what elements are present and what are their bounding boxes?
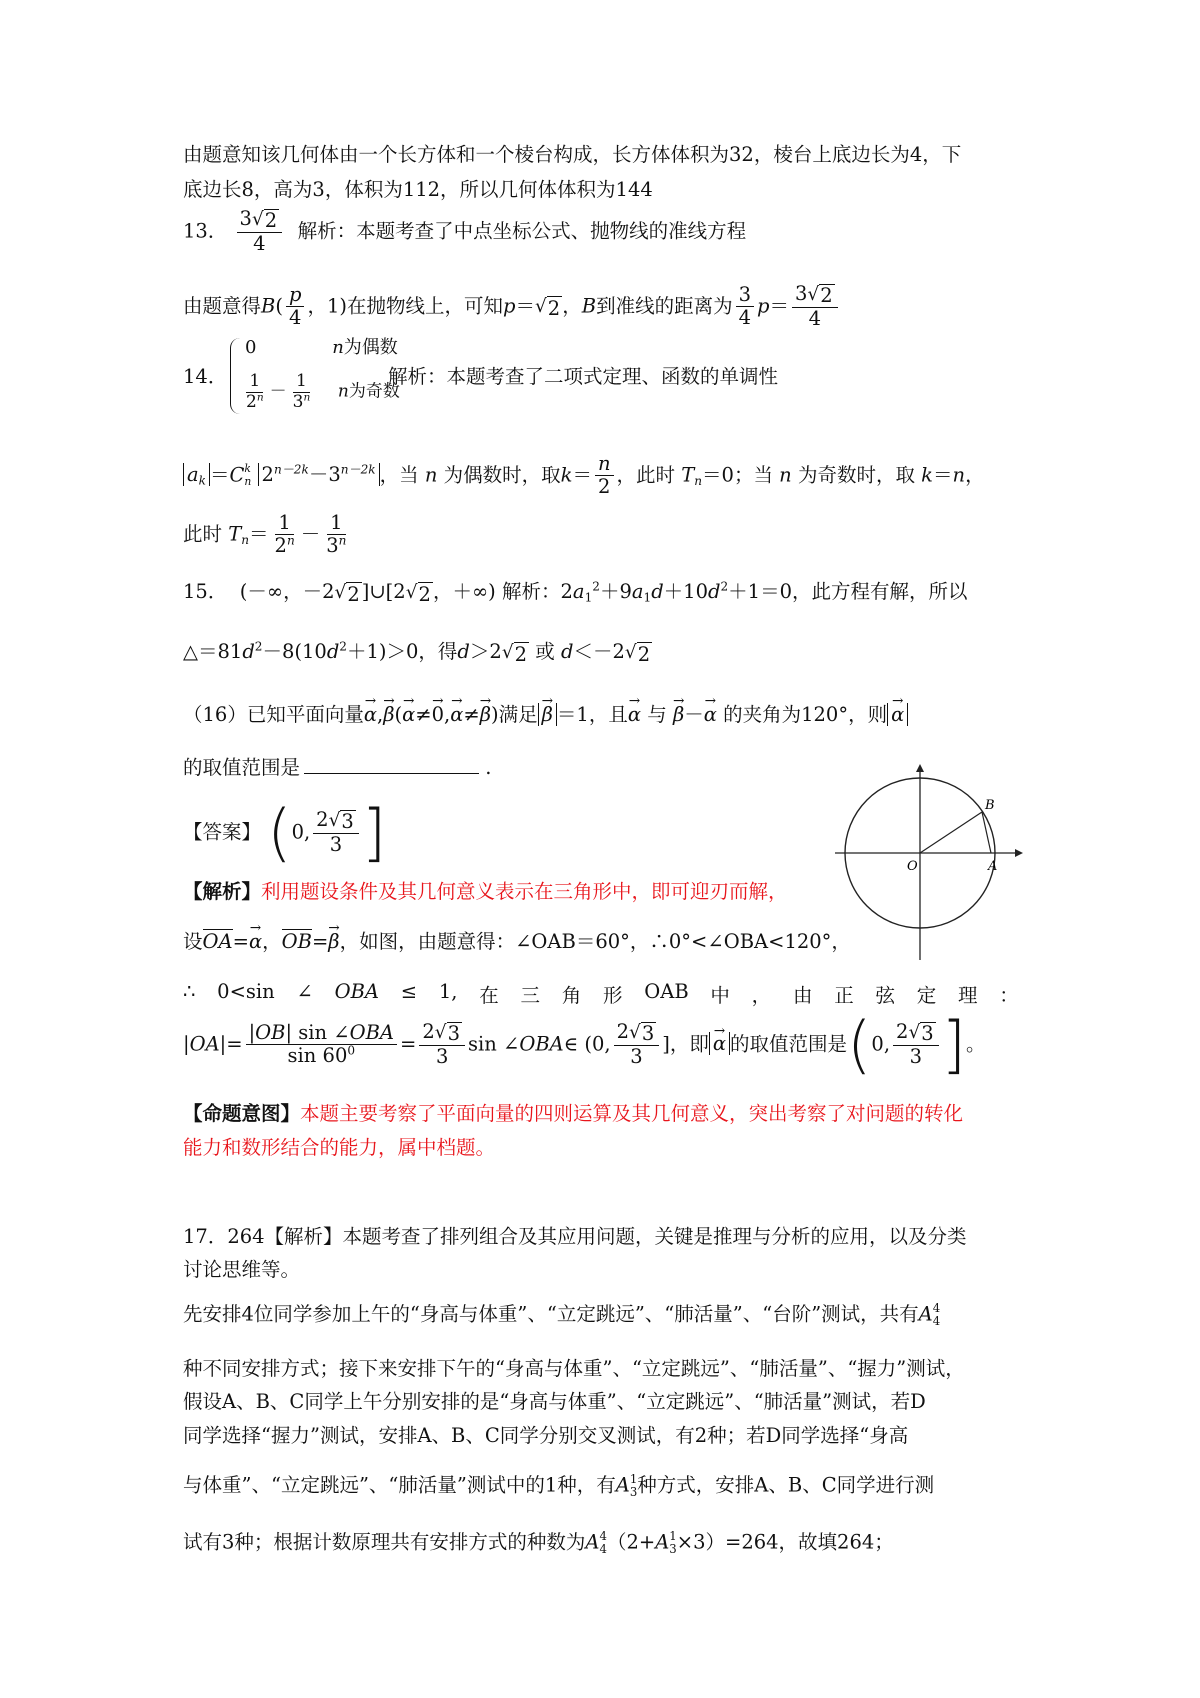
t: )满足 [491, 703, 538, 726]
t: 与 [647, 703, 667, 726]
t: OB [281, 930, 312, 953]
t: OBA [349, 1021, 394, 1045]
t: (－∞，－2 [239, 580, 335, 603]
t: d [457, 640, 470, 663]
t: 弦 [875, 984, 895, 1007]
t: = [400, 1032, 417, 1056]
t: 3 [629, 1484, 638, 1499]
q14-case2 [240, 372, 400, 412]
label-O: O [907, 859, 918, 874]
t: ，当 [379, 463, 419, 487]
q13-detail: 由题意得B( $\frac{p}{4}$ ，1)在抛物线上，可知p＝ √ 2 ，B到准线的距离为 $\frac{3}{4}$ p＝ 3 √ 2 4 [183, 283, 841, 331]
t: ＝0；当 [702, 463, 773, 487]
t: → β [383, 703, 394, 726]
t: k [198, 474, 206, 489]
t: 2 [720, 579, 729, 594]
q17-line6: 同学选择“握力”测试，安排A、B、C同学分别交叉测试，有2种；若D同学选择“身高 [183, 1424, 909, 1447]
t: n [303, 391, 311, 404]
t: ＝ [932, 463, 953, 487]
t: 2 [261, 463, 274, 487]
t: B [581, 294, 597, 318]
fraction [286, 284, 304, 330]
t: A [655, 1530, 670, 1554]
frac-num: 1 [275, 512, 293, 535]
t: A [615, 1473, 630, 1497]
text-line: 由题意知该几何体由一个长方体和一个棱台构成，长方体体积为32，棱台上底边长为4，下 [183, 143, 962, 166]
t: = [232, 930, 249, 953]
q17-line3 [183, 1302, 940, 1328]
t: 为奇数时，取 [797, 463, 915, 487]
t: ＋1＝0，此方程有解，所以 [728, 580, 968, 603]
t: → β [480, 703, 491, 726]
t: ，1)在抛物线上，可知 [307, 294, 503, 318]
frac-num: 3 [239, 207, 252, 230]
t: OA [202, 930, 233, 953]
t: 角 [561, 984, 582, 1007]
t: 2 [274, 534, 287, 558]
q13-number: 13． [183, 219, 228, 243]
radicand: 2 [347, 583, 360, 606]
t: 理 [958, 984, 978, 1007]
t: 3 [795, 282, 808, 305]
q15-line: 15． (－∞，－2 √ 2 ]∪[2 √ 2 ，＋∞) 解析：$2a_1^2+9a_1d+10d^2+1=0$，此方程有解，所以 [183, 579, 968, 606]
frac-den: 4 [808, 307, 822, 331]
t: 先安排4位同学参加上午的“身高与体重”、“立定跳远”、“肺活量”、“台阶”测试，共有 [183, 1302, 919, 1326]
answer-label: 【答案】 [183, 820, 262, 844]
radicand: 2 [418, 583, 431, 606]
t: n [779, 463, 792, 487]
x-axis-arrow [1015, 849, 1023, 857]
frac-den: 3 [630, 1045, 643, 1069]
t: T [681, 463, 695, 487]
t: 2 [316, 808, 329, 832]
intent-label: 【命题意图】 [183, 1102, 301, 1125]
fraction [243, 372, 267, 412]
t: △＝81 [183, 640, 243, 663]
t: | [183, 1032, 190, 1056]
q13-analysis: 解析：本题考查了中点坐标公式、抛物线的准线方程 [297, 219, 747, 243]
frac-den: 4 [289, 306, 302, 330]
t: k [921, 463, 933, 487]
q17-line4: 种不同安排方式；接下来安排下午的“身高与体重”、“立定跳远”、“肺活量”、“握力”测试， [183, 1357, 965, 1380]
t: ＝ [769, 294, 789, 318]
t: 种方式，安排A、B、C同学进行测 [637, 1473, 935, 1497]
t: d [326, 640, 340, 663]
t: 解析：2 [502, 580, 573, 603]
t: n [338, 533, 347, 548]
q16-blank-line [183, 755, 491, 779]
t: → α [249, 930, 262, 953]
radicand: 3 [641, 1022, 655, 1046]
radicand: 2 [514, 643, 528, 666]
t: ， [751, 984, 772, 1007]
fraction [323, 512, 349, 558]
t: n [952, 463, 966, 487]
t: n [286, 533, 295, 548]
t: 试有3种；根据计数原理共有安排方式的种数为 [183, 1530, 586, 1554]
t: n－2k [340, 462, 376, 477]
q13-answer-fraction: 3 √ 2 4 [237, 208, 283, 256]
frac-num: 3 [736, 284, 754, 307]
t: 1 [629, 1472, 638, 1486]
t: 1 [584, 590, 593, 605]
t: ， [262, 930, 282, 953]
t: . [485, 756, 492, 779]
t: OBA [519, 1032, 564, 1056]
t: d [651, 580, 664, 603]
t: ∈ (0, [563, 1032, 611, 1056]
frac-num: 1 [246, 372, 263, 393]
t: ≠ [415, 703, 432, 726]
t: 0 [245, 337, 257, 358]
t: 为奇数 [348, 381, 400, 402]
t: sin ∠ [468, 1032, 520, 1056]
t: ，＋∞) [432, 580, 496, 603]
t: n [244, 474, 252, 488]
t: ≠ [463, 703, 480, 726]
t: n [694, 474, 703, 489]
t: 0, [291, 820, 311, 844]
t: 的取值范围是 [183, 756, 301, 779]
t: 的夹角为120°，则 [723, 703, 888, 726]
t: → α [450, 703, 463, 726]
t: 2 [616, 1020, 630, 1044]
t: 在 [479, 984, 499, 1007]
t: OAB [644, 980, 689, 1003]
t: － [684, 703, 704, 726]
q17-line1: 17．264【解析】本题考查了排列组合及其应用问题，关键是推理与分析的应用，以及分类 [183, 1225, 967, 1248]
t: 2 [592, 579, 600, 594]
q17-line8 [183, 1530, 894, 1556]
t: 2 [422, 1020, 435, 1044]
t: = [311, 930, 329, 953]
fraction [290, 372, 314, 412]
t: 0, [871, 1032, 891, 1056]
t: 正 [834, 984, 854, 1007]
text-line: 底边长8，高为3，体积为112，所以几何体体积为144 [183, 178, 653, 201]
radicand: 2 [637, 643, 651, 666]
t: 4 [932, 1301, 941, 1315]
t: a [187, 463, 199, 487]
q16-question [183, 703, 908, 726]
frac-den: 3 [435, 1045, 449, 1069]
t: k [560, 463, 573, 487]
t: k [244, 462, 251, 476]
t: → α [704, 703, 717, 726]
t: 由题意得 [183, 294, 262, 318]
t: 的取值范围是 [730, 1032, 848, 1056]
t: 0<sin [217, 980, 275, 1003]
fraction [595, 453, 614, 499]
fraction: 2 √ 3 3 [313, 809, 359, 857]
q16-analysis [183, 880, 788, 903]
t: ＝ [249, 522, 269, 546]
t: → 0 [432, 703, 444, 726]
radicand: 3 [447, 1022, 460, 1046]
t: 2 [254, 639, 263, 654]
t: 。 [966, 1032, 986, 1056]
q17-line2: 讨论思维等。 [183, 1258, 301, 1281]
t: ×3）=264，故填264； [676, 1530, 894, 1554]
t: 2 [246, 391, 257, 412]
fraction: 3 √ 2 4 [792, 283, 838, 331]
t: n [424, 463, 438, 487]
q13-line [183, 208, 746, 256]
t: , [377, 703, 384, 726]
t: p [502, 294, 516, 318]
t: d [560, 640, 574, 663]
t: d [242, 640, 255, 663]
t: ＞2 [469, 640, 502, 663]
t: n [241, 533, 250, 548]
t: OB [255, 1021, 286, 1045]
t: ＝ [515, 294, 535, 318]
t: （2+ [606, 1530, 656, 1554]
t: → α [364, 703, 377, 726]
t: 15． [183, 580, 228, 603]
q16-intent-cont: 能力和数形结合的能力，属中档题。 [183, 1136, 496, 1159]
t: → β [542, 703, 553, 726]
t: 中 [710, 984, 730, 1007]
t: ＋9 [599, 580, 632, 603]
q16-formula: |OA|= $\frac{\text{|OB| sin ∠OBA}}{\sin 60^0}$ = 2 √ 3 3 sin ∠OBA∈ (0, 2 √ 3 3 ]，即→ α 的取值范围是(0, 2 √ 3 3 ]。 [183, 1020, 986, 1070]
t: － [300, 522, 321, 546]
t: a [572, 580, 585, 603]
q17-line5: 假设A、B、C同学上午分别安排的是“身高与体重”、“立定跳远”、“肺活量”测试，若D [183, 1390, 926, 1413]
t: 4 [599, 1529, 607, 1543]
t: d [708, 580, 721, 603]
t: A [585, 1530, 600, 1554]
t: 3 [669, 1541, 677, 1556]
frac-den: 3 [329, 833, 343, 857]
t: n [332, 337, 344, 358]
t: p [757, 294, 770, 318]
t: 1 [643, 590, 652, 605]
t: sin 60 [287, 1044, 348, 1068]
t: T [228, 522, 242, 546]
q14-number: 14． [183, 365, 228, 388]
t: , [444, 703, 451, 726]
t: n [337, 381, 349, 402]
t: （16）已知平面向量 [183, 703, 364, 726]
t: |= [219, 1032, 243, 1056]
t: ( [394, 703, 403, 726]
intent-text: 本题主要考察了平面向量的四则运算及其几何意义，突出考察了对问题的转化 [300, 1102, 964, 1125]
t: n－2k [273, 462, 309, 477]
t: 到准线的距离为 [596, 294, 733, 318]
t: － [308, 463, 329, 487]
t: 3 [328, 463, 341, 487]
frac-num: n [595, 453, 614, 476]
t: 为偶数时，取 [443, 463, 561, 487]
q15-line2: $\triangle=81d^2-8(10d^2+1)>0$，得d＞2 √ 2 或 d＜－2 √ 2 [183, 639, 651, 666]
t: ，此时 [616, 463, 676, 487]
t: 1, [438, 980, 458, 1003]
t: 形 [602, 984, 623, 1007]
t: 三 [520, 984, 540, 1007]
t: 3 [292, 391, 304, 412]
frac-den: 4 [253, 232, 266, 256]
t: OA [189, 1032, 220, 1056]
t: ≤ [400, 980, 418, 1003]
t: 或 [535, 640, 555, 663]
t: → α [713, 1032, 726, 1055]
q16-justified-line [183, 980, 1019, 1008]
t: ＝1，且 [556, 703, 628, 726]
t: → α [402, 703, 415, 726]
fraction: 2 √ 3 3 [893, 1021, 939, 1069]
frac-num: 1 [293, 372, 310, 393]
frac-den: 3 [909, 1045, 923, 1069]
t: 4 [932, 1313, 941, 1328]
t: ∴ [183, 980, 196, 1003]
t: ]∪[2 [361, 580, 406, 603]
t: ＝ [572, 463, 592, 487]
t: 与体重”、“立定跳远”、“肺活量”测试中的1种，有 [183, 1473, 616, 1497]
t: －8(10 [262, 640, 327, 663]
fraction: 2 √ 3 3 [419, 1021, 465, 1069]
fraction [246, 1022, 397, 1068]
t: ： [999, 984, 1019, 1007]
radicand: 2 [547, 297, 561, 321]
t: ( [275, 294, 283, 318]
frac-num: 1 [327, 512, 345, 535]
t: 设 [183, 930, 203, 953]
t: 2 [339, 639, 347, 654]
t: 0 [347, 1043, 356, 1058]
t: ＜－2 [573, 640, 625, 663]
t: A [918, 1302, 933, 1326]
t: 为偶数 [343, 337, 398, 358]
frac-num: p [286, 284, 304, 307]
t: 此时 [183, 522, 223, 546]
radicand: 2 [264, 209, 278, 232]
analysis-text: 利用题设条件及其几何意义表示在三角形中，即可迎刃而解， [261, 880, 788, 903]
t: 2 [896, 1020, 909, 1044]
t: 由 [792, 984, 813, 1007]
label-B: B [985, 798, 995, 813]
label-A: A [988, 859, 998, 874]
t: B [261, 294, 276, 318]
circle-figure [835, 760, 1025, 970]
q14-detail [183, 453, 985, 499]
t: 3 [326, 534, 339, 558]
fraction [736, 284, 754, 330]
t: OBA [334, 980, 379, 1003]
answer-blank [304, 755, 479, 774]
t: C [229, 463, 245, 487]
q14-result [183, 512, 352, 558]
radicand: 3 [921, 1022, 934, 1046]
q14-case1 [245, 337, 398, 359]
t: ， [965, 463, 985, 487]
segment-OB [920, 812, 982, 853]
t: － [269, 381, 287, 402]
analysis-label: 【解析】 [183, 880, 262, 903]
fraction: 2 √ 3 3 [614, 1021, 660, 1069]
q16-intent [183, 1102, 963, 1125]
q16-setup [183, 930, 851, 953]
t: ＋10 [663, 580, 708, 603]
y-axis-arrow [916, 764, 924, 772]
frac-den: 4 [738, 306, 751, 330]
frac-den: 2 [598, 475, 611, 499]
t: a [631, 580, 644, 603]
t: ， [562, 294, 582, 318]
radicand: 3 [341, 810, 354, 834]
t: 定 [916, 984, 937, 1007]
t: → β [328, 930, 339, 953]
t: n [256, 391, 264, 404]
radicand: 2 [820, 284, 833, 307]
t: → β [673, 703, 684, 726]
t: 1 [669, 1529, 677, 1543]
t: 4 [599, 1541, 607, 1556]
t: ，如图，由题意得：∠OAB＝60°，∴0°<∠OBA<120°， [339, 930, 851, 953]
t: ]，即 [662, 1032, 709, 1056]
t: ＝ [209, 463, 230, 487]
fraction [272, 512, 298, 558]
q17-line7 [183, 1473, 934, 1499]
t: ∠ [296, 980, 313, 1003]
q16-answer: 【答案】 (0, 2 √ 3 3 ] [183, 796, 387, 869]
t: → α [628, 703, 641, 726]
t: | sin ∠ [285, 1021, 350, 1045]
t: | [248, 1021, 256, 1045]
t: → α [891, 703, 904, 726]
t: ＋1)＞0，得 [346, 640, 458, 663]
q14-analysis: 解析：本题考查了二项式定理、函数的单调性 [388, 365, 779, 388]
